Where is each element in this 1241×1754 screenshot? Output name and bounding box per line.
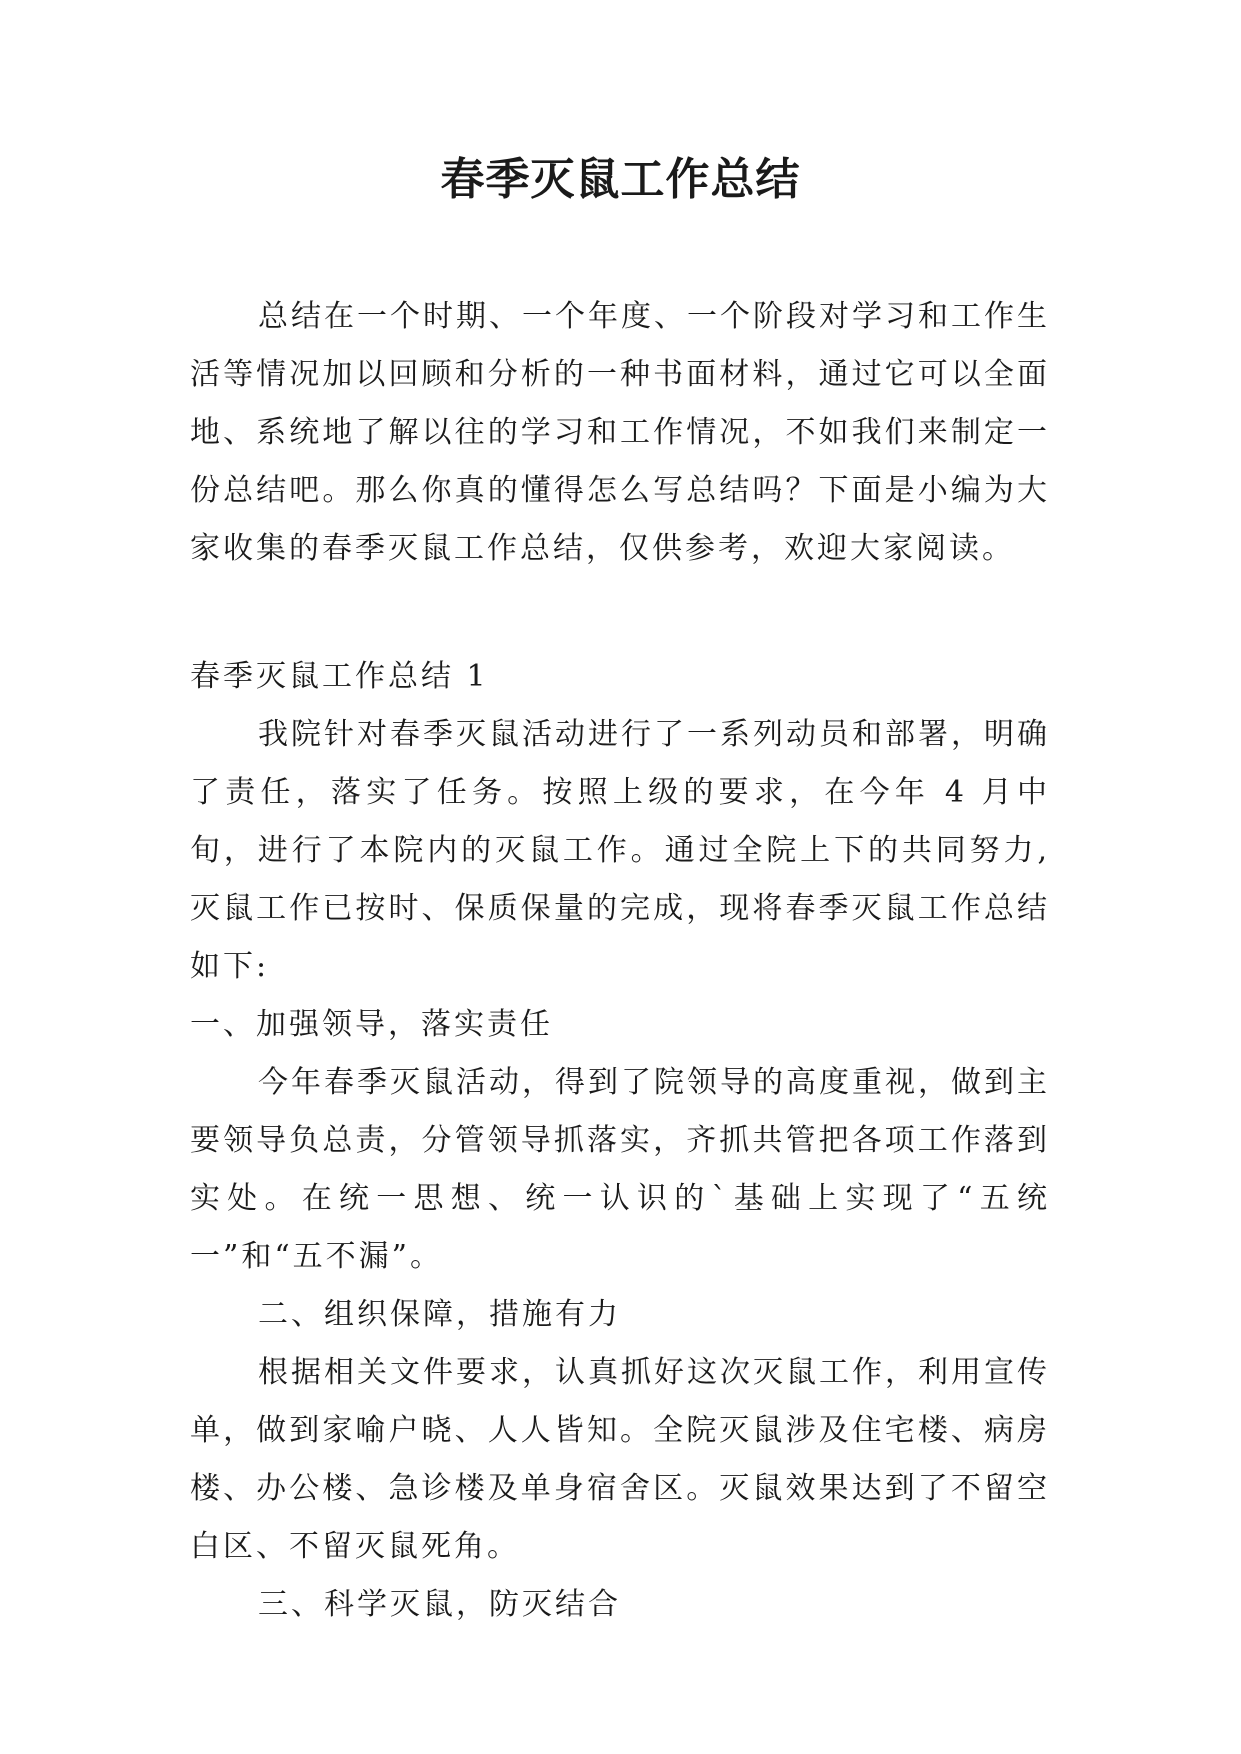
heading-2: 二、组织保障，措施有力 bbox=[258, 1297, 621, 1332]
intro-paragraph: 总结在一个时期、一个年度、一个阶段对学习和工作生活等情况加以回顾和分析的一种书面材料，通过它可以全面地、系统地了解以往的学习和工作情况，不如我们来制定一份总结吧。那么你真的懂得怎么写总结吗？下面是小编为大家收集的春季灭鼠工作总结，仅供参考，欢迎大家阅读。 bbox=[190, 299, 1050, 566]
paragraph-1: 我院针对春季灭鼠活动进行了一系列动员和部署，明确了责任，落实了任务。按照上级的要求，在今年 4 月中旬，进行了本院内的灭鼠工作。通过全院上下的共同努力,灭鼠工作已按时、保质保量的完成，现将春季灭鼠工作总结如下: bbox=[190, 717, 1050, 984]
section-title: 春季灭鼠工作总结 1 bbox=[190, 659, 489, 694]
document-title: 春季灭鼠工作总结 bbox=[440, 154, 801, 205]
heading-3: 三、科学灭鼠，防灭结合 bbox=[258, 1587, 621, 1622]
document-body bbox=[190, 288, 1050, 1634]
paragraph-gap bbox=[190, 578, 1050, 648]
paragraph-3: 根据相关文件要求，认真抓好这次灭鼠工作，利用宣传单，做到家喻户晓、人人皆知。全院灭鼠涉及住宅楼、病房楼、办公楼、急诊楼及单身宿舍区。灭鼠效果达到了不留空白区、不留灭鼠死角。 bbox=[190, 1355, 1050, 1564]
heading-1: 一、加强领导，落实责任 bbox=[190, 1007, 553, 1042]
paragraph-2: 今年春季灭鼠活动，得到了院领导的高度重视，做到主要领导负总责，分管领导抓落实，齐抓共管把各项工作落到实处。在统一思想、统一认识的`基础上实现了“五统一”和“五不漏”。 bbox=[190, 1065, 1050, 1274]
